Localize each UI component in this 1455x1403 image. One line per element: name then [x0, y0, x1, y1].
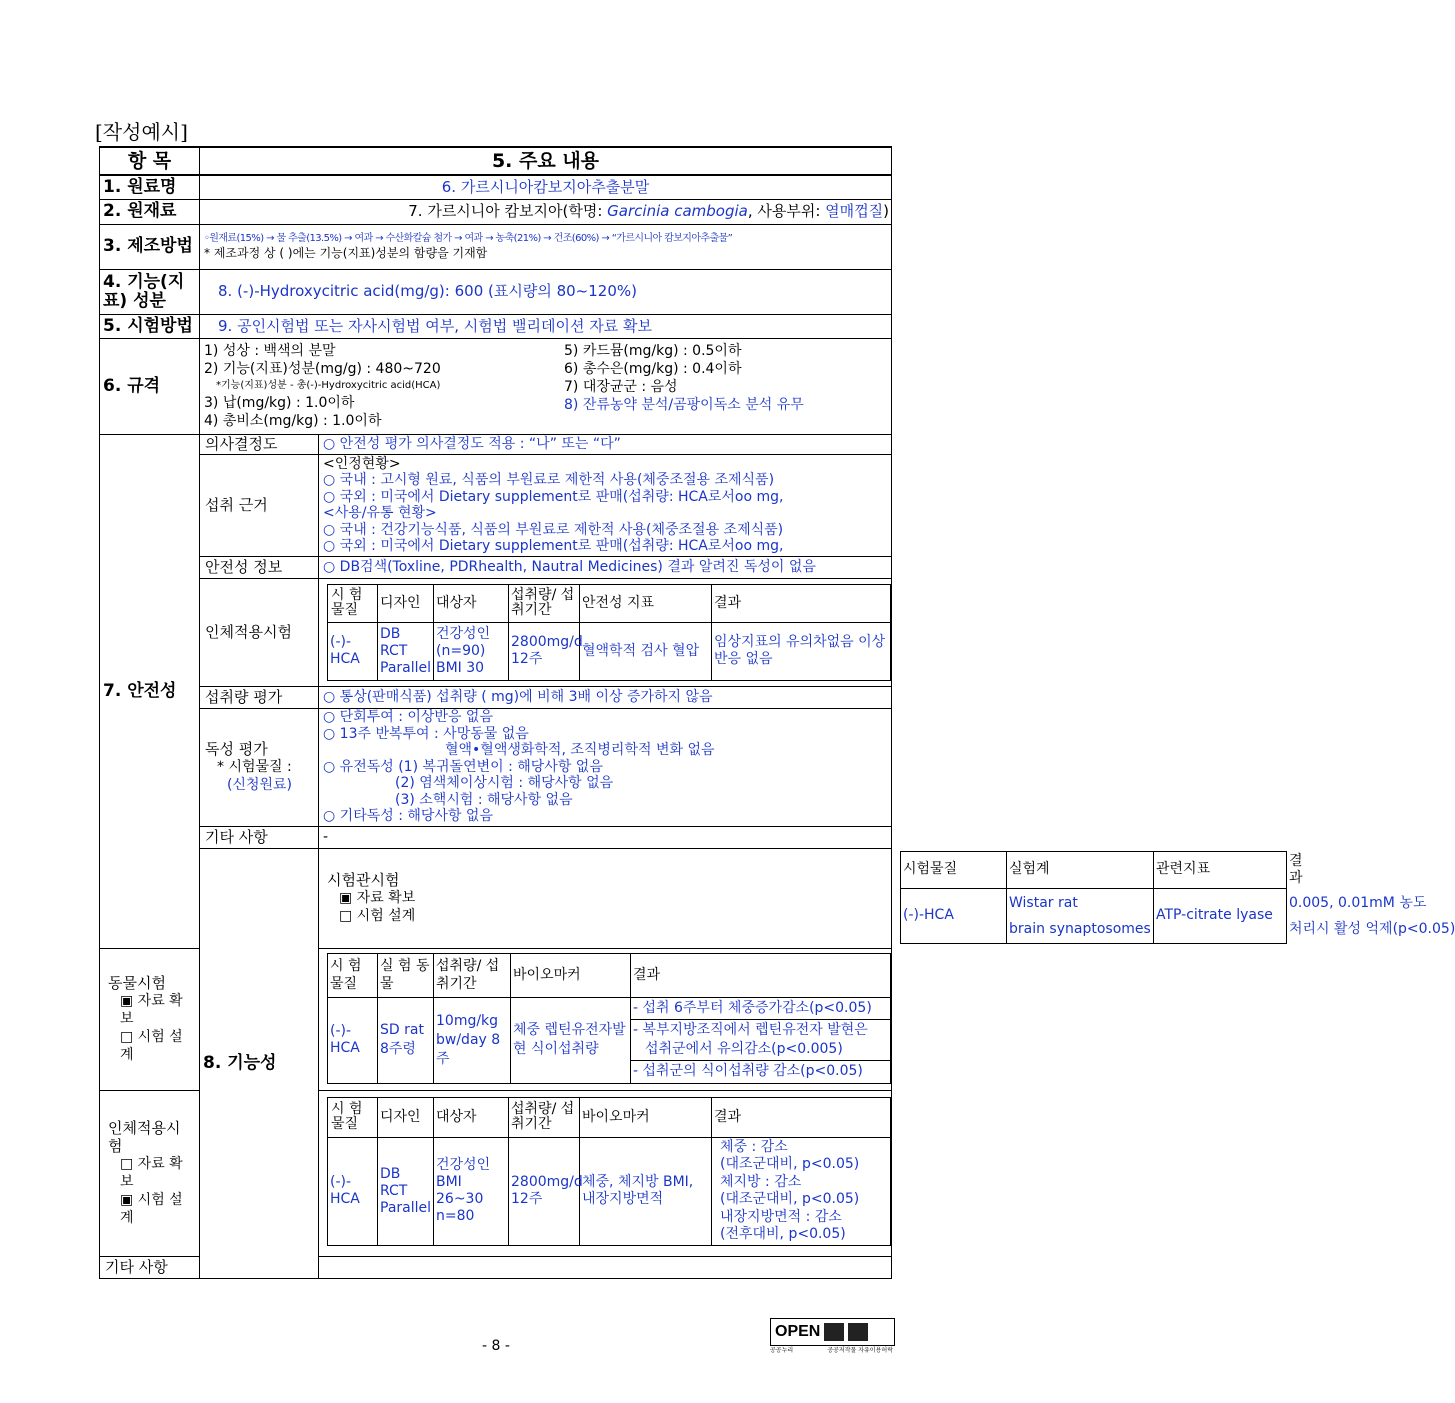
td: 건강성인 BMI 26~30 n=80 — [434, 1137, 509, 1245]
manufacturing-process: ◦원재료(15%) → 물 추출(13.5%) → 여과 → 수산화칼슘 첨가 → 여과 → 농축(21%) → 건조(60%) → “가르시니아 캄보지아추출물” — [204, 233, 733, 244]
safety-decision-row — [100, 434, 892, 454]
td: (-)-HCA — [328, 997, 378, 1083]
spec-item: 5) 카드뮴(mg/kg) : 0.5이하 — [564, 343, 742, 359]
safety-info: ○ DB검색(Toxline, PDRhealth, Nautral Medicines) 결과 알려진 독성이 없음 — [319, 556, 892, 578]
th: 시 험 물질 — [328, 1097, 378, 1137]
row-material-name — [100, 175, 892, 199]
th: 관련지표 — [1154, 851, 1287, 888]
sub-decision: 의사결정도 — [200, 434, 319, 454]
row-manufacturing — [100, 224, 892, 269]
td: 10mg/kg bw/day 8주 — [434, 997, 511, 1083]
raw-scientific-name: Garcinia cambogia — [607, 202, 748, 220]
page-number: - 8 - — [482, 1338, 510, 1354]
sub-human-function: 인체적용시험 □ 자료 확보 ▣ 시험 설계 — [100, 1090, 200, 1256]
td: (-)-HCA — [328, 1137, 378, 1245]
sub-intake-eval: 섭취량 평가 — [200, 686, 319, 708]
td: 혈액학적 검사 혈압 — [580, 622, 712, 680]
sub-info: 안전성 정보 — [200, 556, 319, 578]
td: 2800mg/d 12주 — [509, 1137, 580, 1245]
th: 바이오마커 — [580, 1097, 712, 1137]
th: 섭취량/ 섭취기간 — [509, 584, 580, 622]
safety-etc-row — [100, 826, 892, 848]
value-specification — [200, 338, 892, 434]
sub-toxicity: 독성 평가 * 시험물질 : (신청원료) — [200, 708, 319, 826]
value-manufacturing — [200, 224, 892, 269]
invitro-option-data: ▣ 자료 확보 — [339, 890, 416, 906]
td: (-)-HCA — [901, 888, 1007, 943]
th: 시 험 물질 — [328, 953, 378, 997]
invitro-option-design: □ 시험 설계 — [339, 908, 416, 924]
th: 섭취량/ 섭취기간 — [434, 953, 511, 997]
td: Wistar rat brain synaptosomes — [1007, 888, 1154, 943]
safety-intake-eval: ○ 통상(판매식품) 섭취량 ( mg)에 비해 3배 이상 증가하지 않음 — [319, 686, 892, 708]
td: (-)-HCA — [328, 622, 378, 680]
open-caption-2: 공공저작물 자유이용허락 — [827, 1347, 893, 1354]
spec-right-list — [564, 342, 804, 430]
th: 시험물질 — [901, 851, 1007, 888]
label-specification: 6. 규격 — [100, 338, 200, 434]
spec-item: 8) 잔류농약 분석/곰팡이독소 분석 유무 — [564, 397, 804, 413]
safety-tox-row — [100, 708, 892, 826]
value-functional-ingredient: 8. (-)-Hydroxycitric acid(mg/g): 600 (표시량의 80~120%) — [200, 269, 892, 314]
safety-human-table — [327, 584, 891, 681]
animal-table — [327, 953, 891, 1084]
function-animal-cell — [319, 948, 892, 1090]
th: 결과 — [712, 1097, 891, 1137]
td: DB RCT Parallel — [378, 622, 434, 680]
function-etc — [319, 1256, 892, 1278]
th: 섭취량/ 섭취기간 — [509, 1097, 580, 1137]
raw-suffix: ) — [883, 202, 889, 220]
label-function: 8. 기능성 — [200, 848, 319, 1278]
row-specification — [100, 338, 892, 434]
th: 결과 — [712, 584, 891, 622]
sub-animal: 동물시험 ▣ 자료 확보 □ 시험 설계 — [100, 948, 200, 1090]
safety-intake-basis: <인정현황> ○ 국내 : 고시형 원료, 식품의 부원료로 제한적 사용(체중조절용 조제식품) ○ 국외 : 미국에서 Dietary supplement로 판매(섭취량: HCA로서oo mg, <사용/유통 현황> ○ 국내 : 건강기능식품, 식품의 부원료로 제한적 사용(체중조절용 조제식품) ○ 국외 : 미국에서 Dietary supplement로 판매(섭취량: HCA로서oo mg, — [319, 454, 892, 556]
label-manufacturing: 3. 제조방법 — [100, 224, 200, 269]
th: 안전성 지표 — [580, 584, 712, 622]
safety-intake-eval-row — [100, 686, 892, 708]
label-safety: 7. 안전성 — [100, 434, 200, 948]
th: 결과 — [631, 953, 891, 997]
manufacturing-note: * 제조과정 상 ( )에는 기능(지표)성분의 함량을 기재함 — [204, 246, 488, 260]
safety-human-cell — [319, 578, 892, 686]
th: 바이오마커 — [511, 953, 631, 997]
function-invitro-row — [100, 848, 892, 948]
function-human-results: 체중 : 감소 (대조군대비, p<0.05) 체지방 : 감소 (대조군대비, p<0.05) 내장지방면적 : 감소 (전후대비, p<0.05) — [712, 1137, 891, 1245]
td: 건강성인 (n=90) BMI 30 — [434, 622, 509, 680]
th: 실험계 — [1007, 851, 1154, 888]
raw-mid: , 사용부위: — [747, 202, 826, 220]
spec-left-list — [204, 342, 564, 430]
human-option-design: ▣ 시험 설계 — [120, 1192, 183, 1226]
td: 임상지표의 유의차없음 이상반응 없음 — [712, 622, 891, 680]
th: 시 험 물질 — [328, 584, 378, 622]
td: 체중 렙틴유전자발현 식이섭취량 — [511, 997, 631, 1083]
sub-safety-etc: 기타 사항 — [200, 826, 319, 848]
spec-item: 3) 납(mg/kg) : 1.0이하 — [204, 395, 355, 411]
open-caption-1: 공공누리 — [770, 1347, 794, 1354]
value-material-name: 6. 가르시니아캄보지아추출분말 — [200, 175, 892, 199]
sub-function-etc: 기타 사항 — [100, 1256, 200, 1278]
animal-option-design: □ 시험 설계 — [120, 1029, 183, 1063]
raw-part: 열매껍질 — [825, 202, 884, 220]
function-human-cell — [319, 1090, 892, 1256]
td: 2800mg/d 12주 — [509, 622, 580, 680]
spec-item: 2) 기능(지표)성분(mg/g) : 480~720 — [204, 361, 441, 377]
value-raw-material — [200, 199, 892, 224]
animal-option-data: ▣ 자료 확보 — [120, 993, 183, 1027]
safety-decision: ○ 안전성 평가 의사결정도 적용 : “나” 또는 “다” — [319, 434, 892, 454]
noncommercial-icon — [848, 1323, 868, 1341]
content-table — [99, 146, 1455, 1279]
spec-item: 6) 총수은(mg/kg) : 0.4이하 — [564, 361, 742, 377]
safety-human-row — [100, 578, 892, 686]
open-label: OPEN — [775, 1323, 821, 1340]
header-col1: 항 목 — [100, 147, 200, 175]
open-license-badge — [770, 1318, 895, 1356]
animal-results: - 섭취 6주부터 체중증가감소(p<0.05) - 복부지방조직에서 렙틴유전자 발현은 섭취군에서 유의감소(p<0.005) - 섭취군의 식이섭취량 감소(p<0.05) — [631, 997, 891, 1083]
function-human-table — [327, 1097, 891, 1246]
safety-intake-row — [100, 454, 892, 556]
label-raw-material: 2. 원재료 — [100, 199, 200, 224]
header-col2: 5. 주요 내용 — [200, 147, 892, 175]
attribution-icon — [824, 1323, 844, 1341]
value-test-method: 9. 공인시험법 또는 자사시험법 여부, 시험법 밸리데이션 자료 확보 — [200, 314, 892, 338]
td: DB RCT Parallel — [378, 1137, 434, 1245]
row-raw-material — [100, 199, 892, 224]
sub-human-safety: 인체적용시험 — [200, 578, 319, 686]
spec-item: 4) 총비소(mg/kg) : 1.0이하 — [204, 413, 382, 429]
safety-toxicity: ○ 단회투여 : 이상반응 없음 ○ 13주 반복투여 : 사망동물 없음 혈액•혈액생화학적, 조직병리학적 변화 없음 ○ 유전독성 (1) 복귀돌연변이 : 해당사항 없음 (2) 염색체이상시험 : 해당사항 없음 (3) 소핵시험 : 해당사항 없음 ○ 기타독성 : 해당사항 없음 — [319, 708, 892, 826]
raw-prefix: 7. 가르시니아 캄보지아(학명: — [408, 202, 608, 220]
spec-item: 7) 대장균군 : 음성 — [564, 379, 678, 395]
row-functional-ingredient — [100, 269, 892, 314]
page-heading: [작성예시] — [95, 120, 188, 144]
safety-info-row — [100, 556, 892, 578]
label-material-name: 1. 원료명 — [100, 175, 200, 199]
td: ATP-citrate lyase — [1154, 888, 1287, 943]
header-row — [100, 147, 892, 175]
th: 디자인 — [378, 584, 434, 622]
sub-invitro: 시험관시험 ▣ 자료 확보 □ 시험 설계 — [319, 848, 892, 948]
th: 대상자 — [434, 584, 509, 622]
spec-note: *기능(지표)성분 - 총(-)-Hydroxycitric acid(HCA) — [216, 380, 441, 391]
td: SD rat 8주령 — [378, 997, 434, 1083]
sub-intake: 섭취 근거 — [200, 454, 319, 556]
th: 대상자 — [434, 1097, 509, 1137]
row-test-method — [100, 314, 892, 338]
safety-etc: - — [319, 826, 892, 848]
label-functional-ingredient: 4. 기능(지표) 성분 — [100, 269, 200, 314]
label-test-method: 5. 시험방법 — [100, 314, 200, 338]
td: 체중, 체지방 BMI, 내장지방면적 — [580, 1137, 712, 1245]
invitro-table: 시험물질 실험계 관련지표 결과 (-)-HCA Wistar rat brain synaptosomes ATP-citrate lyase 0.005, 0.01mM 농도 처리시 활성 억제(p<0.05) — [900, 851, 1287, 944]
human-option-data: □ 자료 확보 — [120, 1156, 183, 1190]
th: 디자인 — [378, 1097, 434, 1137]
spec-item: 1) 성상 : 백색의 분말 — [204, 343, 336, 359]
th: 실 험 동물 — [378, 953, 434, 997]
